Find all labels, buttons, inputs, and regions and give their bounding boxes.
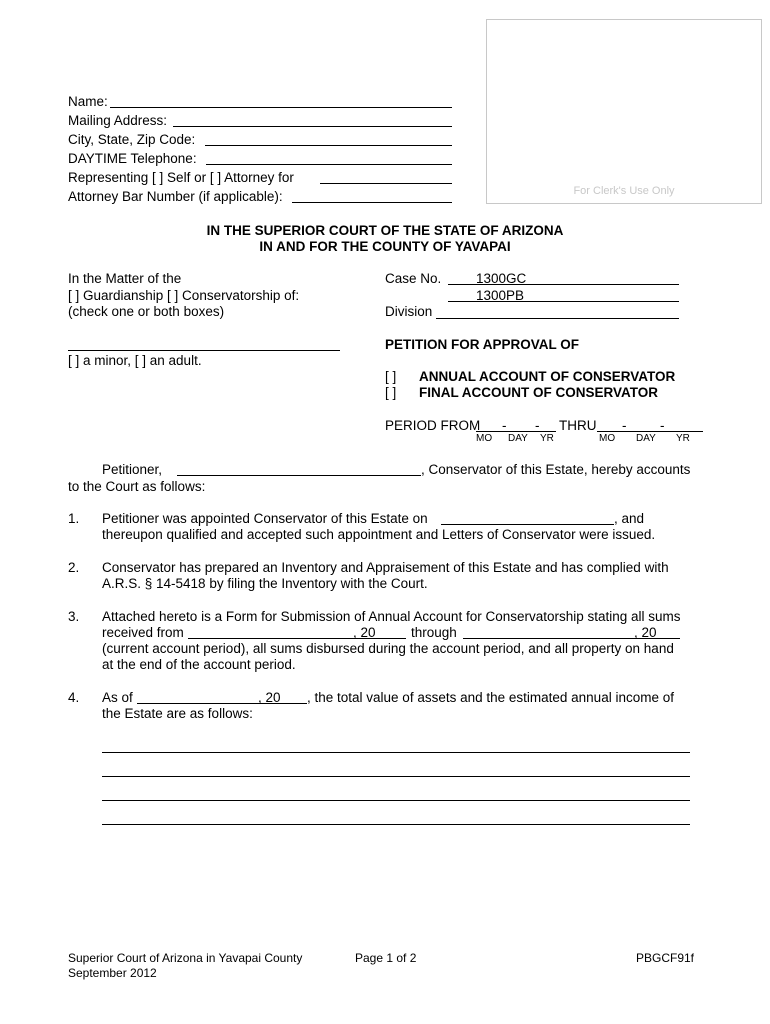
assets-line-1[interactable]: [102, 752, 690, 753]
footer-court: Superior Court of Arizona in Yavapai County: [68, 951, 303, 965]
intro-line2: to the Court as follows:: [68, 479, 206, 494]
court-title-line1: IN THE SUPERIOR COURT OF THE STATE OF ARIZONA: [206, 223, 564, 238]
thru-label: THRU: [559, 418, 597, 433]
period-from-dash2: -: [535, 418, 540, 433]
period-thru-field[interactable]: [597, 431, 703, 432]
item4-asof-label: As of: [102, 690, 133, 705]
conservator-text: , Conservator of this Estate, hereby accounts: [421, 462, 691, 477]
period-from-dash1: -: [502, 418, 507, 433]
matter-line3: (check one or both boxes): [68, 304, 225, 319]
item3-received-label: received from: [102, 625, 184, 640]
bar-number-field[interactable]: [292, 202, 452, 203]
item4-text-a: , the total value of assets and the estimated annual income of: [307, 690, 674, 705]
item2-text-b: A.R.S. § 14-5418 by filing the Inventory with the Court.: [102, 576, 428, 591]
item3-through-label: through: [411, 625, 457, 640]
assets-line-4[interactable]: [102, 824, 690, 825]
assets-line-2[interactable]: [102, 776, 690, 777]
mailing-address-field[interactable]: [173, 126, 452, 127]
representing-label: Representing [ ] Self or [ ] Attorney for: [68, 170, 294, 185]
thru-yr-label: YR: [676, 433, 690, 444]
clerk-use-label: For Clerk's Use Only: [573, 185, 675, 197]
item3-text-d: at the end of the account period.: [102, 657, 296, 672]
division-label: Division: [385, 304, 433, 319]
city-state-zip-field[interactable]: [205, 145, 452, 146]
annual-checkbox[interactable]: [ ]: [385, 369, 397, 384]
minor-adult-checkboxes[interactable]: [ ] a minor, [ ] an adult.: [68, 353, 202, 368]
daytime-phone-label: DAYTIME Telephone:: [68, 151, 197, 166]
case-pb-prefix: 1300PB: [476, 288, 525, 303]
name-label: Name:: [68, 94, 108, 109]
as-of-date-field[interactable]: [137, 703, 307, 704]
appointment-date-field[interactable]: [441, 524, 614, 525]
petition-title: PETITION FOR APPROVAL OF: [385, 337, 580, 352]
period-from-label: PERIOD FROM: [385, 418, 481, 433]
division-field[interactable]: [436, 318, 679, 319]
item3-20b: , 20: [634, 625, 657, 640]
annual-account-label: ANNUAL ACCOUNT OF CONSERVATOR: [419, 369, 676, 384]
item2-text-a: Conservator has prepared an Inventory and Appraisement of this Estate and has complied with: [102, 560, 669, 575]
daytime-phone-field[interactable]: [206, 164, 452, 165]
final-checkbox[interactable]: [ ]: [385, 385, 397, 400]
period-from-field[interactable]: [476, 431, 556, 432]
item4-20: , 20: [258, 690, 281, 705]
thru-mo-label: MO: [599, 433, 616, 444]
item2-number: 2.: [68, 560, 80, 575]
ward-name-field[interactable]: [68, 350, 340, 351]
item4-number: 4.: [68, 690, 80, 705]
item3-text-c: (current account period), all sums disbursed during the account period, and all property on hand: [102, 641, 674, 656]
petitioner-label: Petitioner,: [102, 462, 163, 477]
item1-text-b: , and: [614, 511, 645, 526]
from-yr-label: YR: [540, 433, 554, 444]
case-number-label: Case No.: [385, 271, 442, 286]
footer-page: Page 1 of 2: [355, 951, 417, 965]
thru-day-label: DAY: [636, 433, 656, 444]
from-day-label: DAY: [508, 433, 528, 444]
matter-line1: In the Matter of the: [68, 271, 182, 286]
item1-number: 1.: [68, 511, 80, 526]
item3-text-a: Attached hereto is a Form for Submission of Annual Account for Conservatorship stating all sums: [102, 609, 681, 624]
item3-20a: , 20: [353, 625, 376, 640]
item3-number: 3.: [68, 609, 80, 624]
from-mo-label: MO: [476, 433, 493, 444]
clerk-use-box: [486, 19, 762, 204]
footer-date: September 2012: [68, 966, 157, 980]
item1-text-c: thereupon qualified and accepted such appointment and Letters of Conservator were issued.: [102, 527, 656, 542]
mailing-address-label: Mailing Address:: [68, 113, 168, 128]
item1-text-a: Petitioner was appointed Conservator of this Estate on: [102, 511, 428, 526]
matter-line2: [ ] Guardianship [ ] Conservatorship of:: [68, 288, 300, 303]
period-thru-dash1: -: [622, 418, 627, 433]
name-field[interactable]: [110, 107, 452, 108]
period-thru-dash2: -: [660, 418, 665, 433]
attorney-for-field[interactable]: [320, 183, 452, 184]
petitioner-name-field[interactable]: [177, 475, 421, 476]
assets-line-3[interactable]: [102, 800, 690, 801]
item4-text-b: the Estate are as follows:: [102, 706, 253, 721]
case-gc-prefix: 1300GC: [476, 271, 527, 286]
final-account-label: FINAL ACCOUNT OF CONSERVATOR: [419, 385, 659, 400]
footer-code: PBGCF91f: [636, 951, 695, 965]
city-state-zip-label: City, State, Zip Code:: [68, 132, 196, 147]
court-title-line2: IN AND FOR THE COUNTY OF YAVAPAI: [259, 239, 511, 254]
bar-number-label: Attorney Bar Number (if applicable):: [68, 189, 283, 204]
